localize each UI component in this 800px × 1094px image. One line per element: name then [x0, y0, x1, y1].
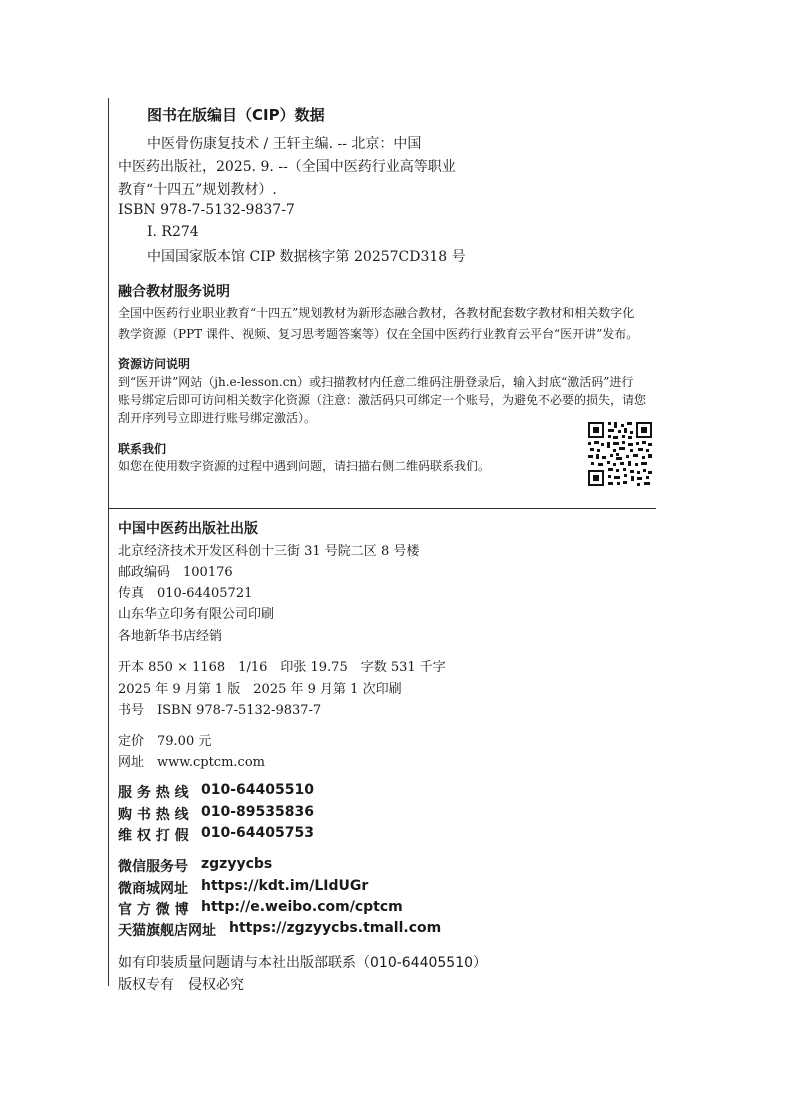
- access-line-3: 刮开序列号立即进行账号绑定激活）。: [118, 411, 317, 425]
- hotline-purchase-value: 010-89535836: [201, 804, 314, 820]
- publisher-distributor: 各地新华书店经销: [118, 629, 223, 644]
- wechat-value: zgzyycbs: [201, 856, 273, 872]
- wechat-label: 微信服务号: [118, 859, 188, 875]
- quality-notice: 如有印装质量问题请与本社出版部联系（010-64405510）: [118, 955, 488, 971]
- publisher-book-number: 书号 ISBN 978-7-5132-9837-7: [118, 703, 322, 718]
- publisher-website: 网址 www.cptcm.com: [118, 755, 265, 770]
- publisher-printer: 山东华立印务有限公司印刷: [118, 607, 275, 622]
- hotline-service-label: 服 务 热 线: [118, 785, 189, 801]
- micro-mall-label: 微商城网址: [118, 881, 188, 897]
- contact-line-1: 如您在使用数字资源的过程中遇到问题，请扫描右侧二维码联系我们。: [118, 459, 491, 473]
- access-line-1: 到“医开讲”网站（jh.e-lesson.cn）或扫描教材内任意二维码注册登录后，输入封底“激活码”进行: [118, 375, 634, 389]
- cip-isbn: ISBN 978-7-5132-9837-7: [118, 202, 295, 218]
- tmall-label: 天猫旗舰店网址: [118, 923, 216, 939]
- cip-record-number: 中国国家版本馆 CIP 数据核字第 20257CD318 号: [147, 249, 466, 265]
- publisher-postcode: 邮政编码 100176: [118, 565, 233, 580]
- section-divider-rule: [108, 508, 656, 509]
- publisher-name: 中国中医药出版社出版: [118, 521, 258, 537]
- publisher-fax: 传真 010-64405721: [118, 586, 253, 601]
- publisher-format: 开本 850 × 1168 1/16 印张 19.75 字数 531 千字: [118, 660, 446, 675]
- cip-line-2: 中医药出版社，2025. 9. --（全国中医药行业高等职业: [118, 159, 456, 175]
- hotline-rights-label: 维 权 打 假: [118, 828, 189, 844]
- service-line-1: 全国中医药行业职业教育“十四五”规划教材为新形态融合教材，各教材配套数字教材和相关数字化: [118, 306, 635, 320]
- hotline-purchase-label: 购 书 热 线: [118, 807, 189, 823]
- service-line-2: 教学资源（PPT 课件、视频、复习思考题答案等）仅在全国中医药行业教育云平台“医开讲”发布。: [118, 327, 639, 341]
- publisher-edition: 2025 年 9 月第 1 版 2025 年 9 月第 1 次印刷: [118, 682, 402, 697]
- contact-title: 联系我们: [118, 442, 167, 456]
- weibo-label: 官 方 微 博: [118, 902, 189, 918]
- tmall-link[interactable]: https://zgzyycbs.tmall.com: [229, 920, 442, 936]
- publisher-address: 北京经济技术开发区科创十三街 31 号院二区 8 号楼: [118, 544, 420, 559]
- hotline-rights-value: 010-64405753: [201, 825, 314, 841]
- publisher-price: 定价 79.00 元: [118, 734, 212, 749]
- access-title: 资源访问说明: [118, 357, 191, 371]
- qr-code-icon[interactable]: [586, 420, 654, 488]
- cip-line-3: 教育“十四五”规划教材）.: [118, 182, 277, 198]
- copyright-notice: 版权专有 侵权必究: [118, 977, 244, 993]
- micro-mall-link[interactable]: https://kdt.im/LIdUGr: [201, 878, 369, 894]
- cip-title: 图书在版编目（CIP）数据: [147, 106, 325, 124]
- hotline-service-value: 010-64405510: [201, 782, 314, 798]
- left-margin-rule: [108, 98, 109, 986]
- weibo-link[interactable]: http://e.weibo.com/cptcm: [201, 899, 403, 915]
- cip-classification: Ⅰ. R274: [147, 224, 199, 240]
- service-title: 融合教材服务说明: [118, 284, 230, 300]
- access-line-2: 账号绑定后即可访问相关数字化资源（注意：激活码只可绑定一个账号，为避免不必要的损失，请您: [118, 393, 647, 407]
- cip-line-1: 中医骨伤康复技术 / 王轩主编. -- 北京：中国: [147, 136, 422, 152]
